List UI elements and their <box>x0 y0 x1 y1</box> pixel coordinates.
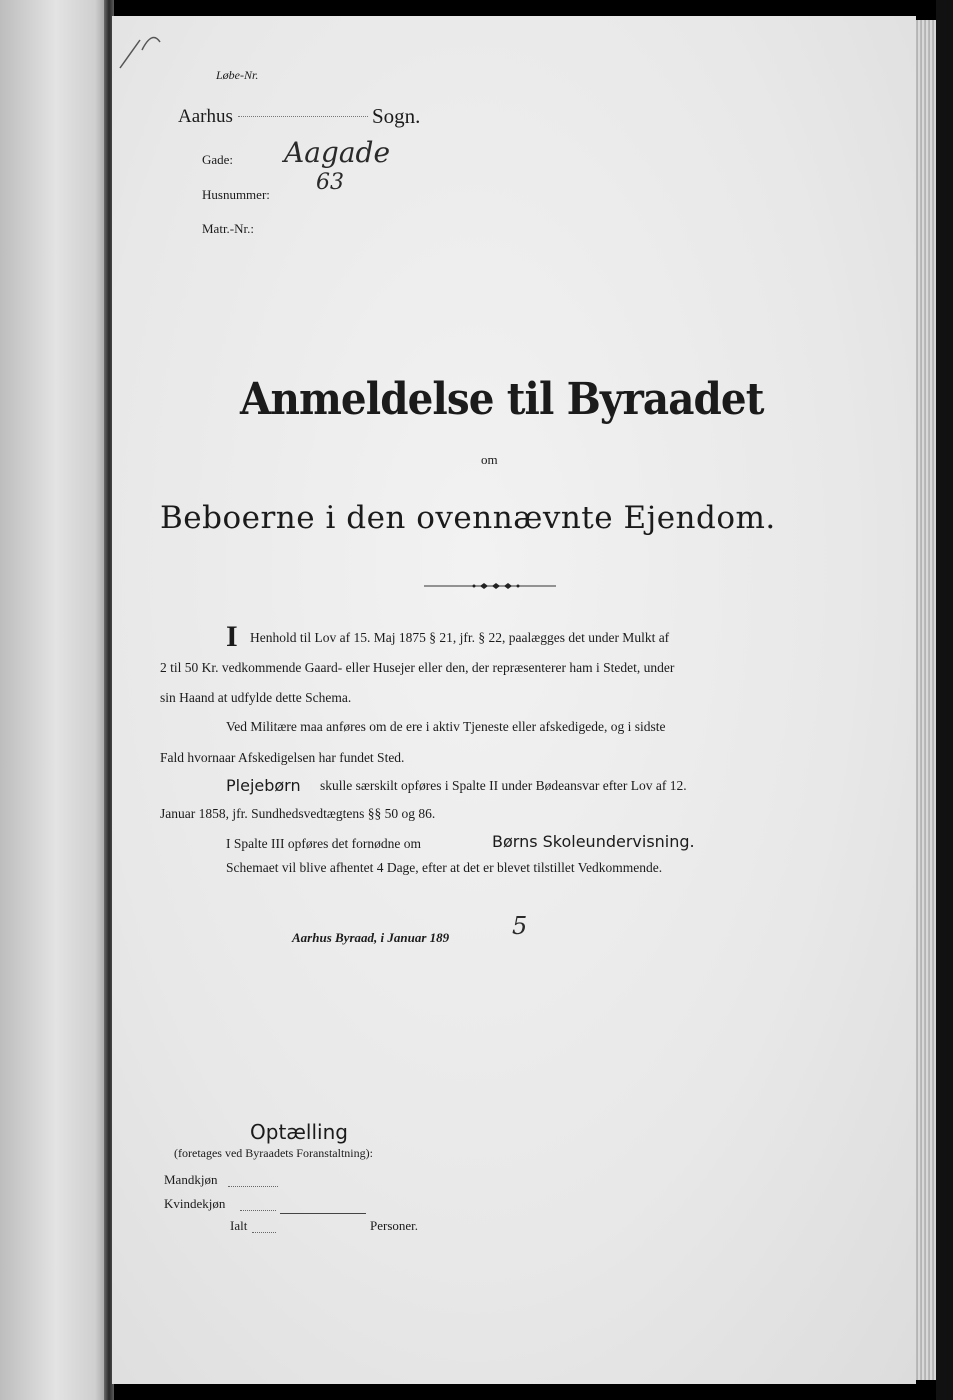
count-title: Optælling <box>250 1120 348 1144</box>
scan-border <box>936 0 953 1400</box>
husnummer-value: 63 <box>316 170 344 195</box>
gade-value: Aagade <box>284 136 391 169</box>
paragraph-4-emphasis: Børns Skoleundervisning. <box>492 832 695 851</box>
gade-label: Gade: <box>202 152 234 167</box>
sogn-label: Sogn. <box>372 104 421 128</box>
page-title: Anmeldelse til Byraadet <box>240 374 764 425</box>
pencil-mark-icon <box>112 20 172 80</box>
total-rule <box>280 1213 366 1214</box>
city-label: Aarhus <box>178 106 233 127</box>
total-label: Ialt <box>230 1218 248 1233</box>
paragraph-3-line-1: skulle særskilt opføres i Spalte II under Bødeansvar efter Lov af 12. <box>320 778 687 793</box>
female-label: Kvindekjøn <box>164 1196 226 1211</box>
paragraph-4-prefix: I Spalte III opføres det fornødne om <box>226 836 421 851</box>
page-subtitle: Beboerne i den ovennævnte Ejendom. <box>160 500 776 536</box>
sogn-dotline <box>238 116 368 117</box>
husnummer-label: Husnummer: <box>202 187 270 202</box>
paragraph-2-line-2: Fald hvornaar Afskedigelsen har fundet Sted. <box>160 750 405 765</box>
plejeborn-lead: Plejebørn <box>226 776 301 795</box>
female-dotline <box>240 1196 276 1211</box>
lobe-nr-label: Løbe-Nr. <box>216 68 259 82</box>
title-connector: om <box>481 452 498 467</box>
paragraph-5: Schemaet vil blive afhentet 4 Dage, efter at det er blevet tilstillet Vedkommende. <box>226 860 663 875</box>
handwritten-year-digit: 5 <box>512 912 528 940</box>
total-dotline <box>252 1218 276 1233</box>
drop-initial: I <box>226 620 238 653</box>
ornament-divider-icon <box>420 578 560 594</box>
left-page-edge <box>0 0 112 1400</box>
paragraph-1-line-3: sin Haand at udfylde dette Schema. <box>160 690 352 705</box>
paragraph-3-line-2: Januar 1858, jfr. Sundhedsvedtægtens §§ 50 og 86. <box>160 806 436 821</box>
paragraph-1-line-2: 2 til 50 Kr. vedkommende Gaard- eller Husejer eller den, der repræsenterer ham i Stedet, under <box>160 660 675 675</box>
count-subtitle: (foretages ved Byraadets Foranstaltning): <box>174 1146 373 1160</box>
paragraph-2-line-1: Ved Militære maa anføres om de ere i aktiv Tjeneste eller afskedigede, og i sidste <box>226 719 666 734</box>
male-dotline <box>228 1172 278 1187</box>
male-label: Mandkjøn <box>164 1172 218 1187</box>
signature-line: Aarhus Byraad, i Januar 189 <box>292 930 450 945</box>
paragraph-1-line-1: Henhold til Lov af 15. Maj 1875 § 21, jfr. § 22, paalægges det under Mulkt af <box>250 630 670 645</box>
persons-label: Personer. <box>370 1218 419 1233</box>
matr-label: Matr.-Nr.: <box>202 221 254 236</box>
